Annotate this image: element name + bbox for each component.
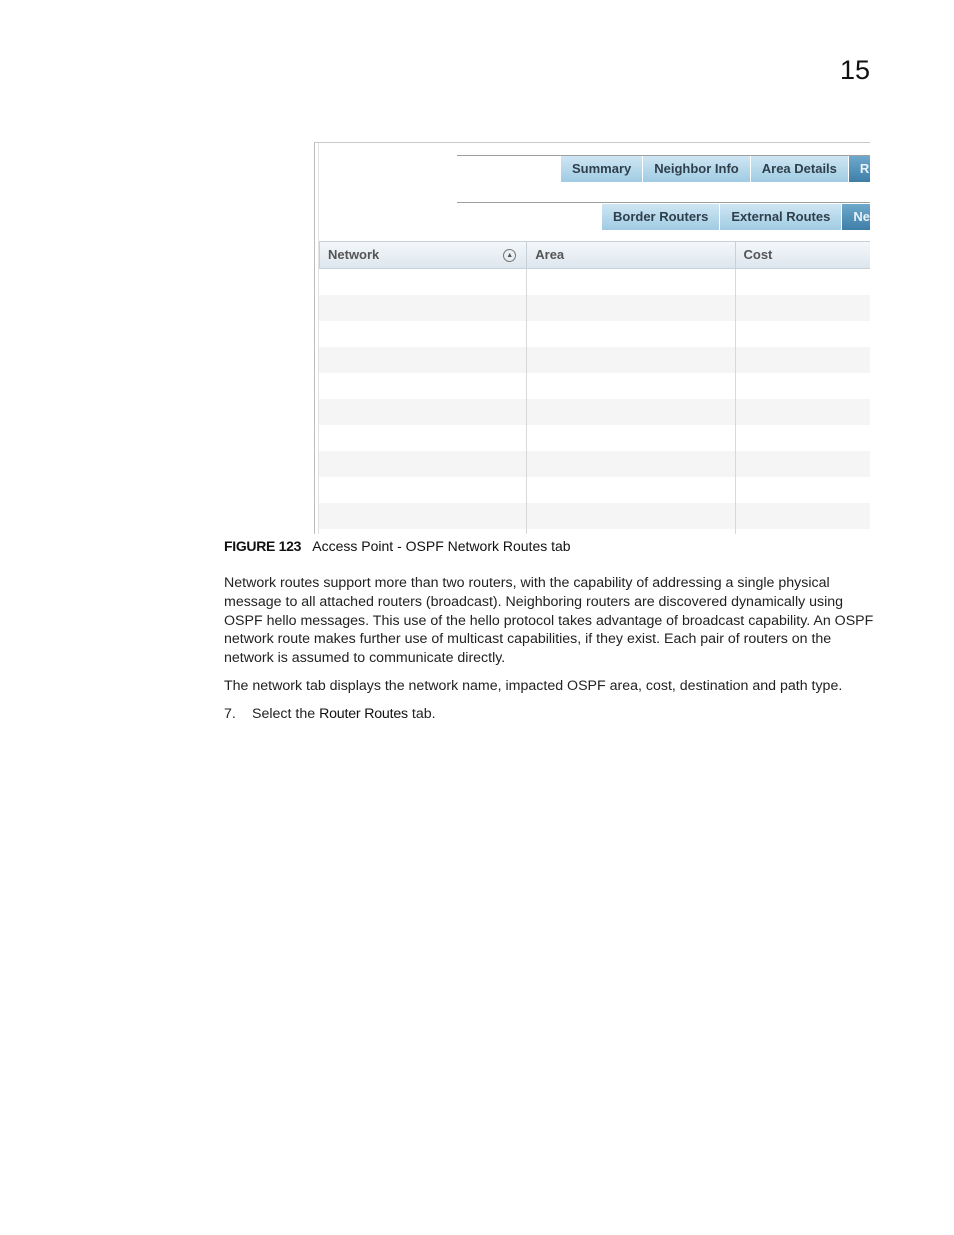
column-header-network[interactable]: [320, 242, 527, 268]
table-row: [319, 295, 870, 321]
table-row: [319, 373, 870, 399]
tab-network-routes[interactable]: Ne: [842, 204, 870, 230]
tab-neighbor-info[interactable]: Neighbor Info: [643, 156, 751, 182]
tab-area-details[interactable]: Area Details: [751, 156, 849, 182]
table-row: [319, 321, 870, 347]
frame-border: [314, 143, 315, 534]
body-paragraph: The network tab displays the network name, impacted OSPF area, cost, destination and path type.: [224, 678, 843, 694]
column-header-area[interactable]: [527, 242, 735, 268]
table-row: [319, 399, 870, 425]
table-row: [319, 477, 870, 503]
chapter-number: 15: [839, 55, 870, 85]
column-header-label: Cost: [743, 247, 773, 262]
ui-term: Router Routes: [319, 706, 408, 722]
figure-caption: [224, 538, 571, 554]
column-header-label: Network: [328, 247, 380, 262]
table-row: [319, 347, 870, 373]
figure-caption-text: Access Point - OSPF Network Routes tab: [312, 538, 571, 554]
tab-routes[interactable]: R: [849, 156, 870, 182]
sort-ascending-icon[interactable]: ▲: [503, 249, 516, 262]
column-header-label: Area: [535, 247, 565, 262]
step-number: 7.: [224, 706, 236, 722]
screenshot-figure: [314, 142, 870, 534]
table-header: [319, 241, 870, 269]
step-text-after: tab.: [411, 706, 436, 722]
table-row: [319, 269, 870, 295]
table-row: [319, 425, 870, 451]
table-row: [319, 451, 870, 477]
sub-tab-divider: [457, 202, 870, 203]
figure-label: FIGURE 123: [224, 538, 302, 554]
body-paragraph: Network routes support more than two routers, with the capability of addressing a single physical message to all attached routers (broadcast). Neighboring routers are discovered dynamically using OSPF hello messages. This use of the hello protocol takes advantage of broadcast capability. An OSPF network route makes further use of multicast capabilities, if they exist. Each pair of routers on the network is assumed to communicate directly.: [224, 575, 874, 667]
column-header-cost[interactable]: [736, 242, 871, 268]
table-row: [319, 503, 870, 529]
step-text-before: Select the: [252, 706, 316, 722]
top-tab-bar: [561, 156, 870, 182]
network-routes-table: [319, 241, 870, 534]
tab-border-routers[interactable]: Border Routers: [602, 204, 720, 230]
procedure-step: [224, 705, 436, 724]
tab-external-routes[interactable]: External Routes: [720, 204, 842, 230]
tab-summary[interactable]: Summary: [561, 156, 643, 182]
table-row: [319, 529, 870, 534]
sub-tab-bar: [602, 204, 870, 230]
